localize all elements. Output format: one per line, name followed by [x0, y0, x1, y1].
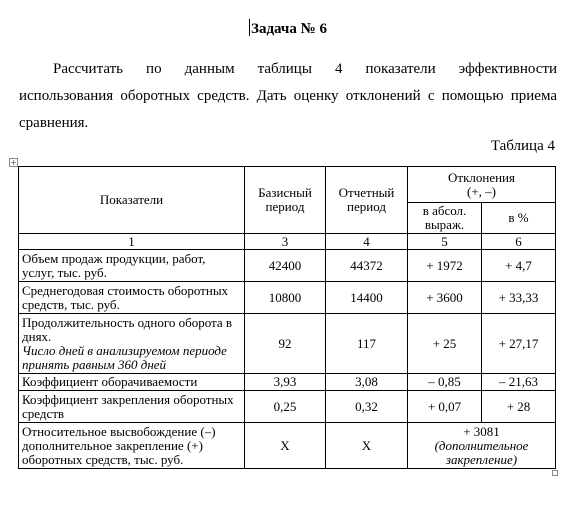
row-name: Объем продаж продукции, работ, услуг, тыс. руб. — [19, 250, 245, 282]
row-name: Коэффициент закрепления оборотных средств — [19, 391, 245, 423]
task-paragraph-line-1: Рассчитать по данным таблицы 4 показатели эффективности — [53, 61, 557, 77]
header-report: Отчетный период — [326, 167, 408, 234]
cell-base: 92 — [245, 314, 326, 374]
table-row — [19, 282, 556, 314]
column-number: 5 — [408, 234, 482, 250]
header-deviation-sign: (+, –) — [467, 183, 496, 199]
summary-value: + 3081 — [463, 423, 500, 439]
task-paragraph-line-3: сравнения. — [19, 115, 89, 131]
cell-deviation-merged — [408, 423, 556, 469]
table-row-summary — [19, 423, 556, 469]
cell-report: 3,08 — [326, 374, 408, 391]
column-number: 6 — [482, 234, 556, 250]
row-note: Число дней в анализируемом периоде принять равным 360 дней — [22, 342, 227, 372]
row-name: Продолжительность одного оборота в днях. — [22, 314, 233, 344]
cell-abs: + 1972 — [408, 250, 482, 282]
cell-abs: + 25 — [408, 314, 482, 374]
cell-report: 0,32 — [326, 391, 408, 423]
cell-pct: + 28 — [482, 391, 556, 423]
header-base: Базисный период — [245, 167, 326, 234]
header-deviation — [408, 167, 556, 203]
column-number: 3 — [245, 234, 326, 250]
cell-abs: – 0,85 — [408, 374, 482, 391]
cell-base: Х — [245, 423, 326, 469]
cell-base: 0,25 — [245, 391, 326, 423]
row-name: Коэффициент оборачиваемости — [19, 374, 245, 391]
row-name-cell — [19, 314, 245, 374]
cell-pct: + 4,7 — [482, 250, 556, 282]
cell-report: 14400 — [326, 282, 408, 314]
cell-report: 117 — [326, 314, 408, 374]
cell-report: Х — [326, 423, 408, 469]
header-pct: в % — [482, 203, 556, 234]
text-cursor — [249, 19, 250, 36]
task-paragraph-line-2: использования оборотных средств. Дать оценку отклонений с помощью приема — [19, 88, 557, 104]
cell-base: 42400 — [245, 250, 326, 282]
column-number: 4 — [326, 234, 408, 250]
cell-pct: + 33,33 — [482, 282, 556, 314]
table-row — [19, 391, 556, 423]
task-title — [0, 19, 576, 38]
header-indicator: Показатели — [19, 167, 245, 234]
task-title-text: Задача № 6 — [251, 21, 327, 37]
cell-base: 10800 — [245, 282, 326, 314]
summary-note: (дополнительное закрепление) — [434, 437, 529, 467]
table-resize-handle[interactable] — [552, 470, 558, 476]
header-deviation-label: Отклонения — [448, 169, 515, 185]
table-row — [19, 314, 556, 374]
cell-pct: – 21,63 — [482, 374, 556, 391]
table-row — [19, 374, 556, 391]
row-name: Относительное высвобождение (–) дополнительное закрепление (+) оборотных средств, тыс. руб. — [19, 423, 245, 469]
header-row — [19, 167, 556, 203]
table-caption: Таблица 4 — [490, 138, 555, 154]
cell-report: 44372 — [326, 250, 408, 282]
row-name: Среднегодовая стоимость оборотных средств, тыс. руб. — [19, 282, 245, 314]
cell-abs: + 3600 — [408, 282, 482, 314]
data-table — [18, 166, 556, 469]
cell-pct: + 27,17 — [482, 314, 556, 374]
table-row — [19, 250, 556, 282]
cell-abs: + 0,07 — [408, 391, 482, 423]
header-abs: в абсол. выраж. — [408, 203, 482, 234]
column-number-row — [19, 234, 556, 250]
cell-base: 3,93 — [245, 374, 326, 391]
column-number: 1 — [19, 234, 245, 250]
table-move-handle-icon[interactable]: + — [10, 158, 17, 167]
